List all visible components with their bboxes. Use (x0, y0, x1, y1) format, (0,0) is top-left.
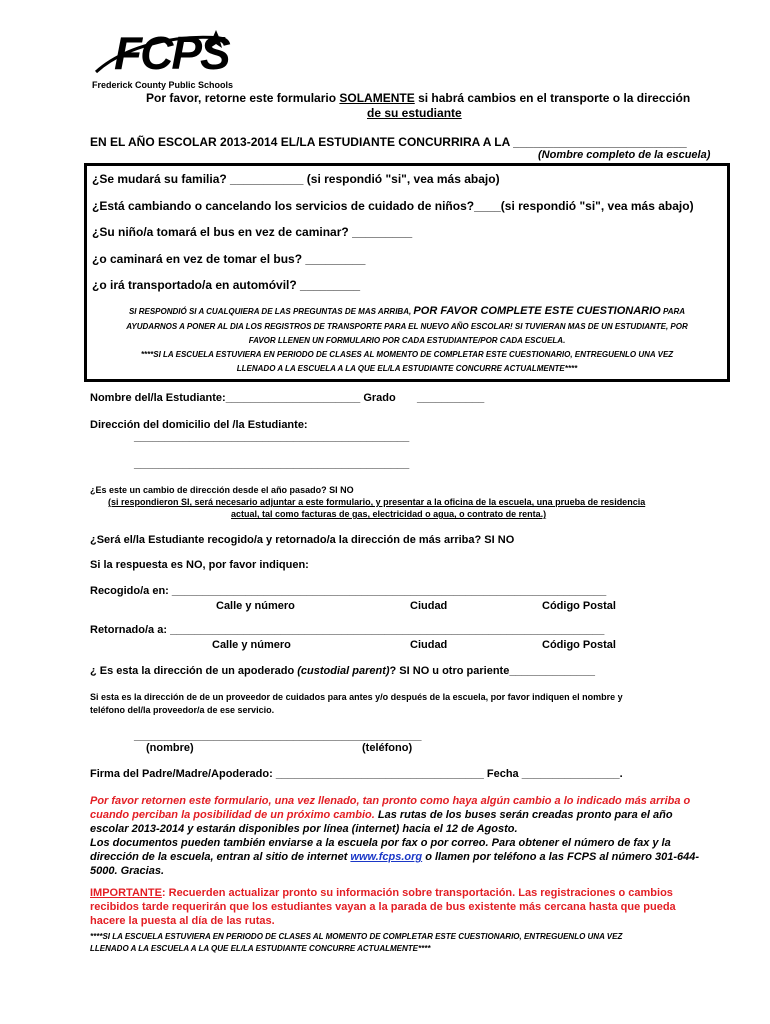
school-name-caption: (Nombre completo de la escuela) (538, 149, 711, 161)
important-note-2: LLENADO A LA ESCUELA A LA QUE EL/LA ESTUDIANTE CONCURRE ACTUALMENTE**** (90, 944, 431, 953)
retornado-field[interactable]: Retornado/a a: _______________________________________________________________________ (90, 624, 605, 636)
question-childcare: ¿Está cambiando o cancelando los servicios de cuidado de niños?____(si respondió "si", vea más abajo) (92, 199, 694, 213)
important-line-1: IMPORTANTE: Recuerden actualizar pronto su información sobre transportación. Las registraciones o cambios (90, 887, 673, 899)
address-label: Dirección del domicilio del /la Estudiante: (90, 419, 308, 431)
pickup-question: ¿Será el/la Estudiante recogido/a y retornado/a la dirección de más arriba? SI NO (90, 534, 515, 546)
header-line-2: de su estudiante (367, 106, 462, 120)
provider-note-2: teléfono del/la proveedor/a de ese servicio. (90, 705, 275, 715)
provider-telefono-label: (teléfono) (362, 742, 413, 754)
return-note-5: dirección de la escuela, entran al sitio de internet www.fcps.org o llamen por teléfono a las FCPS al número 301-644- (90, 851, 700, 863)
address-change-note-1: (si respondieron SI, será necesario adjuntar a este formulario, y presentar a la oficina de la escuela, una prueba de residencia (108, 497, 646, 507)
if-no-label: Si la respuesta es NO, por favor indiquen: (90, 559, 309, 571)
box-note-5: LLENADO A LA ESCUELA A LA QUE EL/LA ESTUDIANTE CONCURRE ACTUALMENTE**** (236, 364, 578, 373)
fcps-logo (92, 28, 232, 94)
question-bus-instead: ¿Su niño/a tomará el bus en vez de caminar? _________ (92, 225, 413, 239)
question-move: ¿Se mudará su familia? ___________ (si respondió "si", vea más abajo) (92, 172, 500, 186)
recogido-field[interactable]: Recogido/a en: _______________________________________________________________________ (90, 585, 607, 597)
return-note-4: Los documentos pueden también enviarse a la escuela por fax o por correo. Para obtener el número de fax y la (90, 837, 671, 849)
return-note-2: cuando perciban la posibilidad de un próximo cambio. Las rutas de los buses serán creadas pronto para el año (90, 809, 673, 821)
box-note-1: SI RESPONDIÓ SI A CUALQUIERA DE LAS PREGUNTAS DE MAS ARRIBA, POR FAVOR COMPLETE ESTE CUESTIONARIO PARA (128, 305, 686, 317)
retornado-ciudad-label: Ciudad (410, 639, 448, 651)
recogido-cp-label: Código Postal (542, 600, 616, 612)
box-note-4: ****SI LA ESCUELA ESTUVIERA EN PERIODO DE CLASES AL MOMENTO DE COMPLETAR ESTE CUESTIONARIO, ENTREGUENLO UNA VEZ (140, 350, 674, 359)
box-note-3: FAVOR LLENEN UN FORMULARIO POR CADA ESTUDIANTE/POR CADA ESCUELA. (248, 336, 566, 345)
provider-note-1: Si esta es la dirección de de un proveedor de cuidados para antes y/o después de la escuela, por favor indiquen el nombre y (90, 692, 623, 702)
logo-mark: FCPS (114, 27, 229, 79)
logo-caption: Frederick County Public Schools (92, 80, 234, 90)
address-change-note-2: actual, tal como facturas de gas, electricidad o agua, o contrato de renta.) (231, 509, 547, 519)
recogido-ciudad-label: Ciudad (410, 600, 448, 612)
school-year-line: EN EL AÑO ESCOLAR 2013-2014 EL/LA ESTUDIANTE CONCURRIRA A LA __________________________ (90, 135, 687, 149)
retornado-cp-label: Código Postal (542, 639, 616, 651)
questions-box (84, 163, 730, 382)
grade-field[interactable]: ___________ (417, 392, 485, 404)
important-line-2: recibidos tarde requerirán que los estudiantes vayan a la parada de bus existente más cercana hasta que pueda (90, 901, 676, 913)
header-line-1: Por favor, retorne este formulario SOLAMENTE si habrá cambios en el transporte o la dirección (146, 91, 691, 105)
recogido-calle-label: Calle y número (216, 600, 295, 612)
provider-nombre-label: (nombre) (146, 742, 194, 754)
custodial-question: ¿ Es esta la dirección de un apoderado (custodial parent)? SI NO u otro pariente______________ (90, 665, 595, 677)
question-walk-instead: ¿o caminará en vez de tomar el bus? _________ (92, 252, 366, 266)
return-note-1: Por favor retornen este formulario, una vez llenado, tan pronto como haya algún cambio a lo indicado más arriba o (90, 795, 691, 807)
signature-line[interactable]: Firma del Padre/Madre/Apoderado: __________________________________ Fecha ________________. (90, 768, 623, 780)
student-name-field[interactable]: Nombre del/la Estudiante:______________________ Grado (90, 392, 396, 404)
address-field-2[interactable]: _____________________________________________ (134, 458, 410, 470)
fcps-website-link[interactable]: www.fcps.org (350, 851, 423, 863)
box-note-2: AYUDARNOS A PONER AL DIA LOS REGISTROS DE TRANSPORTE PARA EL NUEVO AÑO ESCOLAR! SI TUVIERAN MAS DE UN ESTUDIANTE, POR (126, 322, 688, 331)
address-field-1[interactable]: _____________________________________________ (134, 431, 410, 443)
question-car: ¿o irá transportado/a en automóvil? _________ (92, 278, 361, 292)
important-note-1: ****SI LA ESCUELA ESTUVIERA EN PERIODO DE CLASES AL MOMENTO DE COMPLETAR ESTE CUESTIONARIO, ENTREGUENLO UNA VEZ (90, 932, 623, 941)
return-note-3: escolar 2013-2014 y estarán disponibles por línea (internet) hacia el 12 de Agosto. (90, 823, 518, 835)
important-line-3: hacere la puesta al día de las rutas. (90, 915, 275, 927)
provider-field[interactable]: _______________________________________________ (134, 730, 422, 742)
return-note-6: 5000. Gracias. (90, 865, 165, 877)
address-change-question: ¿Es este un cambio de dirección desde el año pasado? SI NO (90, 485, 354, 495)
retornado-calle-label: Calle y número (212, 639, 291, 651)
